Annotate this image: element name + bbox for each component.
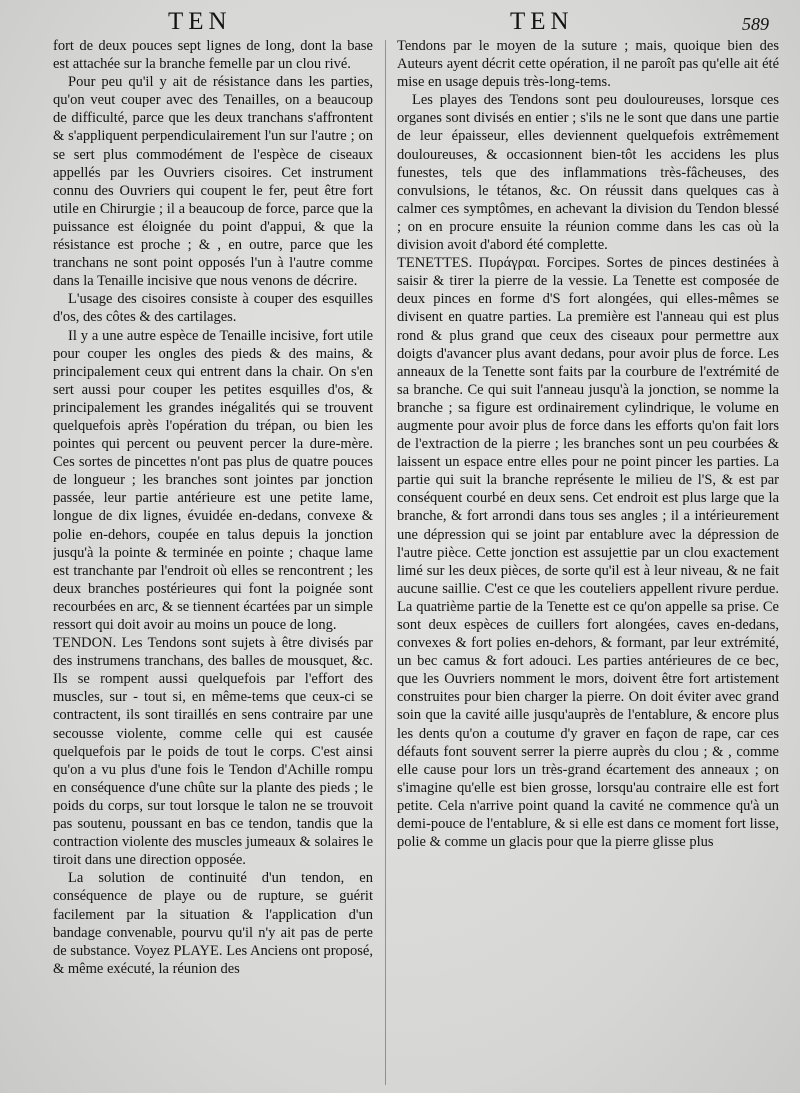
paragraph: Tendons par le moyen de la suture ; mais, quoique bien des Auteurs ayent décrit cette opération, il ne paroît pas qu'elle ait été mise en usage depuis très-long-tems. bbox=[397, 38, 779, 91]
paragraph: L'usage des cisoires consiste à couper des esquilles d'os, des côtes & des cartilages. bbox=[53, 291, 373, 326]
paragraph: fort de deux pouces sept lignes de long, dont la base est attachée sur la branche femelle par un clou rivé. bbox=[53, 38, 373, 73]
paragraph: Pour peu qu'il y ait de résistance dans les parties, qu'on veut couper avec des Tenailles, on a beaucoup de difficulté, parce que les deux tranchans s'affrontent & s'appliquent perpendiculairement l'un sur l'autre ; on se sert plus commodément de l'espèce de ciseaux appellés par les Ouvriers cisoires. Cet instrument connu des Ouvriers qui coupent le fer, peut être fort utile en Chirurgie ; il a beaucoup de force, parce que la puissance est éloignée du point d'appui, & que la résistance est proche ; & , en outre, parce que les tranchans ne sont point opposés l'un à l'autre comme dans la Tenaille incisive que nous venons de décrire. bbox=[53, 74, 373, 290]
left-running-title: TEN bbox=[168, 8, 232, 35]
column-divider bbox=[385, 40, 386, 1085]
paragraph: Il y a une autre espèce de Tenaille incisive, fort utile pour couper les ongles des pieds & des mains, & principalement ceux qui entrent dans la chair. On s'en sert aussi pour couper les petites esquilles d'os, & principalement les grandes inégalités qui se trouvent quelquefois après l'opération du trépan, ou bien les pointes qui percent ou peuvent percer la dure-mère. Ces sortes de pincettes n'ont pas plus de quatre pouces de longueur ; les branches sont jointes par jonction passée, leur partie antérieure est une petite lame, longue de dix lignes, évuidée en-dedans, convexe & polie en-dehors, coupée en talus depuis la jonction jusqu'à la pointe & terminée en pointe ; chaque lame est tranchante par l'endroit où elles se rencontrent ; les deux branches postérieures qui font la poignée sont recourbées en arc, & se tiennent écartées par un simple ressort qui doit avoir au moins un pouce de long. bbox=[53, 327, 373, 633]
running-header bbox=[0, 8, 800, 38]
page-number: 589 bbox=[742, 14, 769, 34]
entry-tendon: TENDON. Les Tendons sont sujets à être divisés par des instrumens tranchans, des balles de mousquet, &c. Ils se rompent aussi quelquefois par l'effort des muscles, sur - tout si, en même-tems que ceux-ci se contractent, ils sont tiraillés en sens contraire par une secousse violente, comme celle qui est causée quelquefois par le poids de tout le corps. C'est ainsi qu'on a vu plus d'une fois le Tendon d'Achille rompu en conséquence d'une chûte sur la plante des pieds ; le poids du corps, sur tout lorsque le talon ne se trouvoit pas soutenu, poussant en bas ce tendon, tandis que la contraction violente des muscles jumeaux & solaires le tiroit dans une direction opposée. bbox=[53, 635, 373, 869]
right-column bbox=[397, 37, 779, 1087]
left-column bbox=[53, 37, 373, 1087]
paragraph: La solution de continuité d'un tendon, en conséquence de playe ou de rupture, se guérit facilement par la situation & l'application d'un bandage convenable, pourvu qu'il n'y ait pas de perte de substance. Voyez PLAYE. Les Anciens ont proposé, & même exécuté, la réunion des bbox=[53, 870, 373, 977]
right-running-title: TEN bbox=[510, 8, 574, 35]
entry-tenettes: TENETTES. Πυράγραι. Forcipes. Sortes de pinces destinées à saisir & tirer la pierre de la vessie. La Tenette est composée de deux pinces en forme d'S fort alongées, qui elles-mêmes se divisent en quatre parties. La première est l'anneau qui est plus rond & plus grand que ceux des ciseaux pour permettre aux doigts d'avancer plus avant dedans, pour avoir plus de force. Les anneaux de la Tenette sont faits par la courbure de l'extrémité de sa branche. Ce qui suit l'anneau jusqu'à la jonction, se nomme la branche ; sa figure est ordinairement cylindrique, le volume en augmente pour avoir plus de force dans les efforts qu'on fait lors de l'extraction de la pierre ; les branches sont un peu courbées & laissent un espace entre elles pour ne point pincer les parties. La partie qui suit la branche représente le milieu de l'S, & est par conséquent courbé en deux sens. Cet endroit est plus large que la branche, & fort arrondi dans tous ses angles ; il a intérieurement une dépression qui se joint par entablure avec la dépression de l'autre pièce. Cette jonction est assujettie par un clou exactement limé sur les deux pièces, de sorte qu'il est à leur niveau, & ne fait aucune saillie. C'est ce que les couteliers appellent rivure perdue. La quatrième partie de la Tenette est ce qu'on appelle sa prise. Ce sont deux espèces de cuillers fort alongées, caves en-dedans, convexes & fort polies en-dehors, & formant, par leur extrémité, un bec camus & fort adouci. Les parties antérieures de ce bec, que les Ouvriers nomment le mors, doivent être fort artistement construites pour bien charger la pierre. On doit éviter avec grand soin que la cavité aille jusqu'auprès de l'entablure, & encore plus les dents qu'on a coutume d'y graver en façon de rape, car ces défauts font souvent serrer la pierre auprès du clou ; & , comme elle cause pour lors un très-grand écartement des anneaux ; on s'imagine qu'elle est bien grosse, lorsqu'au contraire elle est fort petite. Cela n'arrive point quand la cavité ne commence qu'à un demi-pouce de l'entablure, & si elle est dans ce moment fort lisse, polie & comme un glacis pour que la pierre glisse plus bbox=[397, 255, 779, 851]
paragraph: Les playes des Tendons sont peu douloureuses, lorsque ces organes sont divisés en entier ; s'ils ne le sont que dans une partie de leur épaisseur, elles deviennent quelquefois extrêmement douloureuses, & occasionnent bien-tôt les accidens les plus funestes, tels que des inflammations très-fâcheuses, des convulsions, le tétanos, &c. On réussit dans quelques cas à calmer ces symptômes, en achevant la division du Tendon blessé ; on en procure ensuite la réunion comme dans les cas où la division avoit d'abord été complette. bbox=[397, 92, 779, 254]
